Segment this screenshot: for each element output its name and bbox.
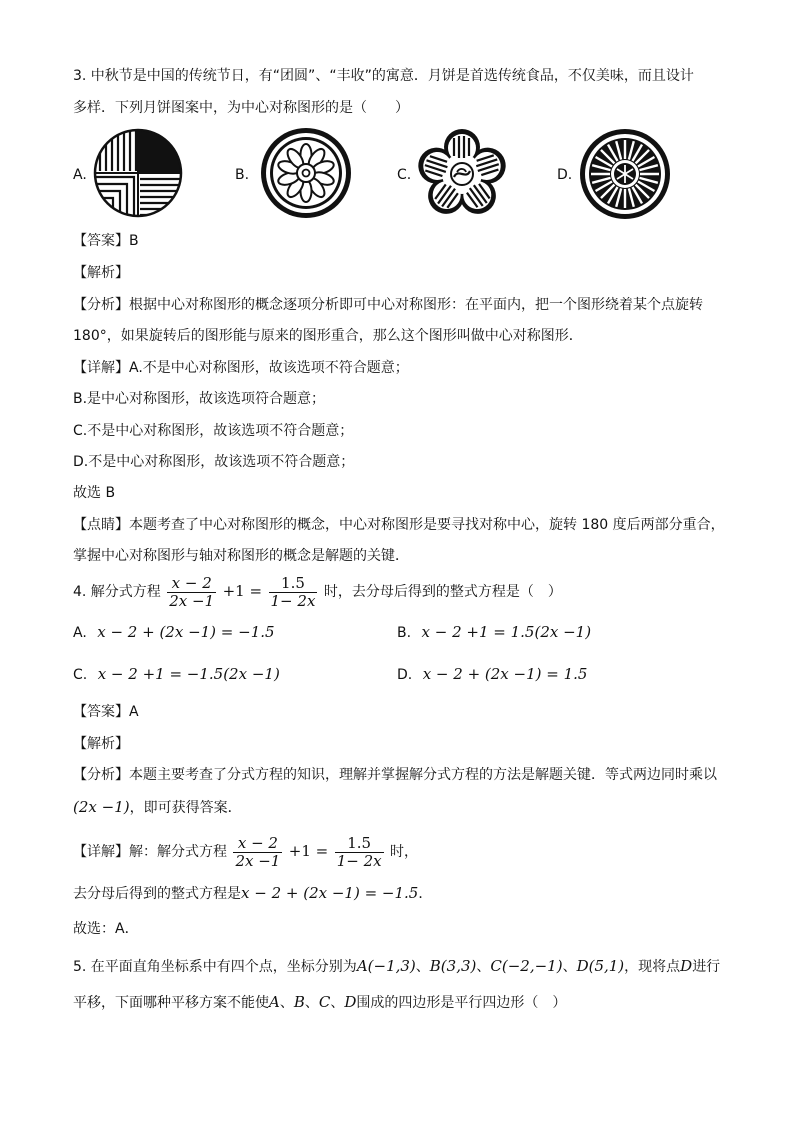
q4-analysis-heading: 【解析】 [73,736,129,752]
q4-detail-plus-one: +1 = [288,842,329,860]
q4-detail-fraction-right-denominator: 1− 2x [336,851,382,870]
q4-result-line [73,883,432,904]
q4-option-d-label: D. [397,667,413,683]
q4-fraction-right-denominator: 1− 2x [270,591,316,610]
q4-fraction-left-numerator: x − 2 [167,575,216,593]
q5-point-b: B(3,3) [429,957,477,975]
q4-detail-fraction-right-numerator: 1.5 [335,835,384,853]
q3-detail-line2: B.是中心对称图形，故该选项符合题意； [73,391,326,407]
q4-option-a-label: A. [73,625,87,641]
q4-result-prefix: 去分母后得到的整式方程是 [73,886,241,902]
q5-line2-a: A [269,993,280,1011]
q4-answer: 【答案】A [73,704,139,720]
q3-stem-line2: 多样．下列月饼图案中，为中心对称图形的是（ ） [73,100,409,116]
q5-sep-1: 、 [415,959,430,975]
q4-detail-fraction-left-numerator: x − 2 [233,835,282,853]
q4-result-equation: x − 2 + (2x −1) = −1.5 [241,884,419,902]
q4-stem-fraction-left [167,575,216,610]
mooncake-a-figure [92,127,184,219]
q5-sep-2: 、 [476,959,491,975]
q4-stem-prefix: 4. 解分式方程 [73,584,161,600]
q5-line2-sep-1: 、 [279,995,294,1011]
q4-option-b-label: B. [397,625,412,641]
q4-fraction-left-denominator: 2x −1 [169,591,215,610]
q3-comment-line1: 【点睛】本题考查了中心对称图形的概念，中心对称图形是要寻找对称中心，旋转 180 度后两部分重合， [73,517,725,533]
q4-option-b-equation: x − 2 +1 = 1.5(2x −1) [421,623,592,641]
q4-detail-prefix: 【详解】解：解分式方程 [73,844,227,860]
mooncake-c-figure [414,127,510,219]
q3-option-b-label: B. [235,167,250,183]
q4-option-d-equation: x − 2 + (2x −1) = 1.5 [422,665,588,683]
q3-option-a-label: A. [73,167,87,183]
q4-option-d [397,664,587,685]
q4-detail-fraction-left [233,835,282,870]
q3-choose: 故选 B [73,485,116,501]
q4-detail-line [73,832,418,871]
q4-stem-plus-one: +1 = [222,582,263,600]
q5-point-a: A(−1,3) [356,957,416,975]
q4-option-c-equation: x − 2 +1 = −1.5(2x −1) [97,665,280,683]
q4-option-b [397,622,591,643]
q3-analysis-line2: 180°，如果旋转后的图形能与原来的图形重合，那么这个图形叫做中心对称图形． [73,328,583,344]
q4-analysis-line2-text: ，即可获得答案． [129,800,242,816]
mooncake-d-figure [578,127,672,221]
q5-stem-mid: ，现将点 [624,959,681,975]
q3-detail-line1: 【详解】A.不是中心对称图形，故该选项不符合题意； [73,360,409,376]
q5-point-c: C(−2,−1) [490,957,563,975]
q3-analysis-line1: 【分析】根据中心对称图形的概念逐项分析即可中心对称图形：在平面内，把一个图形绕着某个点旋转 [73,297,703,313]
q5-stem-end: 进行 [692,959,721,975]
q5-line2-c: C [318,993,331,1011]
q3-detail-line3: C.不是中心对称图形，故该选项不符合题意； [73,423,354,439]
q5-stem-line2 [73,992,566,1013]
q3-option-c-label: C. [397,167,412,183]
q5-line2-sep-2: 、 [304,995,319,1011]
q4-analysis-line1: 【分析】本题主要考查了分式方程的知识，理解并掌握解分式方程的方法是解题关键．等式两边同时乘以 [73,767,717,783]
q4-result-suffix: ． [418,886,433,902]
q4-detail-fraction-right [335,835,384,870]
q4-choose: 故选：A． [73,921,139,937]
q5-line2-d: D [344,993,357,1011]
q4-analysis-factor: (2x −1) [73,798,130,816]
q3-stem-line1: 3. 中秋节是中国的传统节日，有“团圆”、“丰收”的寓意．月饼是首选传统食品，不仅美味，而且设计 [73,68,694,84]
q5-line2-b: B [293,993,305,1011]
q5-stem-prefix: 5. 在平面直角坐标系中有四个点，坐标分别为 [73,959,357,975]
q4-analysis-line2 [73,797,242,818]
q5-line2-prefix: 平移，下面哪种平移方案不能使 [73,995,269,1011]
q5-sep-3: 、 [562,959,577,975]
q4-option-a [73,622,275,643]
q5-moved-point: D [680,957,693,975]
q5-point-d: D(5,1) [576,957,625,975]
q4-stem-fraction-right [269,575,318,610]
q5-stem-line1 [73,956,720,977]
q3-analysis-heading: 【解析】 [73,265,129,281]
q4-option-c [73,664,280,685]
q4-fraction-right-numerator: 1.5 [269,575,318,593]
q4-stem-suffix: 时，去分母后得到的整式方程是（ ） [323,584,562,600]
q3-option-d-label: D. [557,167,573,183]
q4-detail-fraction-left-denominator: 2x −1 [235,851,281,870]
q4-option-c-label: C. [73,667,88,683]
q3-comment-line2: 掌握中心对称图形与轴对称图形的概念是解题的关键． [73,548,409,564]
q5-line2-suffix: 围成的四边形是平行四边形（ ） [356,995,567,1011]
q4-option-a-equation: x − 2 + (2x −1) = −1.5 [97,623,275,641]
q3-detail-line4: D.不是中心对称图形，故该选项不符合题意； [73,454,355,470]
mooncake-b-figure [254,127,358,219]
q3-answer: 【答案】B [73,233,139,249]
q5-line2-sep-3: 、 [330,995,345,1011]
q4-detail-suffix: 时， [390,844,419,860]
q4-stem [73,572,562,611]
